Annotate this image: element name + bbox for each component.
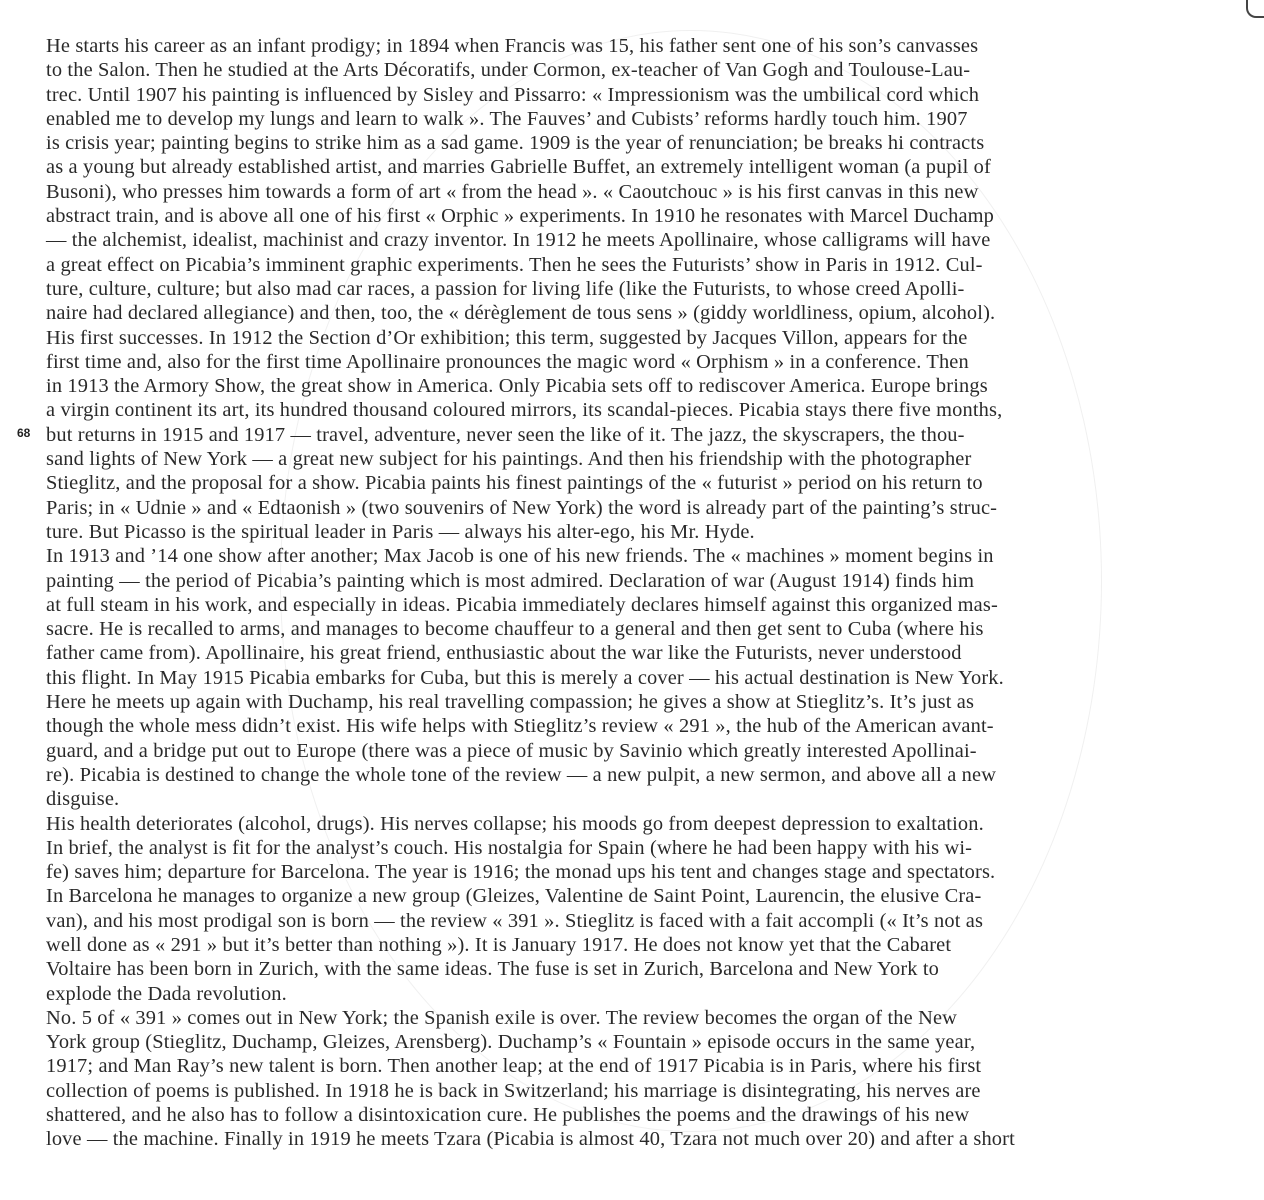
text-line: a great effect on Picabia’s imminent graphic experiments. Then he sees the Futurists’ show in Paris in 1912. Cul- <box>46 253 983 276</box>
paragraph <box>46 1006 1223 1152</box>
text-line: sand lights of New York — a great new subject for his paintings. And then his friendship with the photographer <box>46 448 972 471</box>
text-line: He starts his career as an infant prodigy; in 1894 when Francis was 15, his father sent one of his son’s canvasses <box>46 35 979 57</box>
text-line: His first successes. In 1912 the Section d’Or exhibition; this term, suggested by Jacques Villon, appears for the <box>46 326 968 349</box>
text-line: explode the Dada revolution. <box>46 982 287 1005</box>
body-text <box>46 34 1223 1152</box>
text-line: but returns in 1915 and 1917 — travel, adventure, never seen the like of it. The jazz, the skyscrapers, the thou- <box>46 423 965 446</box>
text-line: though the whole mess didn’t exist. His wife helps with Stieglitz’s review « 291 », the hub of the American avant- <box>46 715 994 738</box>
text-line: ture, culture, culture; but also mad car races, a passion for living life (like the Futurists, to whose creed Apolli- <box>46 277 965 300</box>
text-line: painting — the period of Picabia’s painting which is most admired. Declaration of war (August 1914) finds him <box>46 569 975 592</box>
text-line: is crisis year; painting begins to strike him as a sad game. 1909 is the year of renunciation; be breaks hi contracts <box>46 132 985 155</box>
text-line: Stieglitz, and the proposal for a show. Picabia paints his finest paintings of the « futurist » period on his return to <box>46 472 983 495</box>
text-line: disguise. <box>46 788 120 811</box>
text-line: trec. Until 1907 his painting is influenced by Sisley and Pissarro: « Impressionism was the umbilical cord which <box>46 83 980 106</box>
text-line: abstract train, and is above all one of his first « Orphic » experiments. In 1910 he resonates with Marcel Duchamp <box>46 205 994 228</box>
text-line: fe) saves him; departure for Barcelona. The year is 1916; the monad ups his tent and changes stage and spectators. <box>46 861 996 884</box>
text-line: Paris; in « Udnie » and « Edtaonish » (two souvenirs of New York) the word is already part of the painting’s struc- <box>46 496 998 519</box>
text-line: first time and, also for the first time Apollinaire pronounces the magic word « Orphism » in a conference. Then <box>46 350 969 373</box>
text-line: well done as « 291 » but it’s better than nothing »). It is January 1917. He does not know yet that the Cabaret <box>46 933 952 956</box>
text-line: at full steam in his work, and especially in ideas. Picabia immediately declares himself against this organized mas- <box>46 593 998 616</box>
text-line: In brief, the analyst is fit for the analyst’s couch. His nostalgia for Spain (where he had been happy with his wi- <box>46 836 973 859</box>
text-line: love — the machine. Finally in 1919 he meets Tzara (Picabia is almost 40, Tzara not much over 20) and after a short <box>46 1128 1015 1151</box>
corner-mark <box>1246 0 1264 18</box>
text-line: Here he meets up again with Duchamp, his real travelling compassion; he gives a show at Stieglitz’s. It’s just as <box>46 691 975 714</box>
text-line: ture. But Picasso is the spiritual leader in Paris — always his alter-ego, his Mr. Hyde. <box>46 520 755 543</box>
text-line: Busoni), who presses him towards a form of art « from the head ». « Caoutchouc » is his first canvas in this new <box>46 180 979 203</box>
text-line: in 1913 the Armory Show, the great show in America. Only Picabia sets off to rediscover America. Europe brings <box>46 375 988 398</box>
page-number: 68 <box>17 426 31 440</box>
text-line: York group (Stieglitz, Duchamp, Gleizes, Arensberg). Duchamp’s « Fountain » episode occurs in the same year, <box>46 1031 976 1054</box>
text-line: a virgin continent its art, its hundred thousand coloured mirrors, its scandal-pieces. Picabia stays there five months, <box>46 399 1003 422</box>
text-line: shattered, and he also has to follow a disintoxication cure. He publishes the poems and the drawings of his new <box>46 1104 970 1127</box>
text-line: father came from). Apollinaire, his great friend, enthusiastic about the war like the Futurists, never understood <box>46 642 962 665</box>
text-line: His health deteriorates (alcohol, drugs). His nerves collapse; his moods go from deepest depression to exaltation. <box>46 812 984 835</box>
text-line: In 1913 and ’14 one show after another; Max Jacob is one of his new friends. The « machines » moment begins in <box>46 545 994 568</box>
text-line: collection of poems is published. In 1918 he is back in Switzerland; his marriage is disintegrating, his nerves are <box>46 1079 981 1102</box>
text-line: No. 5 of « 391 » comes out in New York; the Spanish exile is over. The review becomes the organ of the New <box>46 1006 958 1029</box>
paragraph <box>46 812 1223 1006</box>
text-line: re). Picabia is destined to change the whole tone of the review — a new pulpit, a new sermon, and above all a new <box>46 763 997 786</box>
text-line: sacre. He is recalled to arms, and manages to become chauffeur to a general and then get sent to Cuba (where his <box>46 618 984 641</box>
text-line: to the Salon. Then he studied at the Arts Décoratifs, under Cormon, ex-teacher of Van Gogh and Toulouse-Lau- <box>46 59 971 82</box>
text-line: enabled me to develop my lungs and learn to walk ». The Fauves’ and Cubists’ reforms hardly touch him. 1907 <box>46 107 968 130</box>
text-line: In Barcelona he manages to organize a new group (Gleizes, Valentine de Saint Point, Laurencin, the elusive Cra- <box>46 885 982 908</box>
paragraph <box>46 34 1223 544</box>
text-line: naire had declared allegiance) and then, too, the « dérèglement de tous sens » (giddy worldliness, opium, alcohol). <box>46 302 996 325</box>
text-line: van), and his most prodigal son is born — the review « 391 ». Stieglitz is faced with a fait accompli (« It’s not as <box>46 909 984 932</box>
text-line: guard, and a bridge put out to Europe (there was a piece of music by Savinio which greatly interested Apollinai- <box>46 739 977 762</box>
text-line: as a young but already established artist, and marries Gabrielle Buffet, an extremely intelligent woman (a pupil of <box>46 156 991 179</box>
text-line: — the alchemist, idealist, machinist and crazy inventor. In 1912 he meets Apollinaire, whose calligrams will have <box>46 229 991 252</box>
text-line: Voltaire has been born in Zurich, with the same ideas. The fuse is set in Zurich, Barcelona and New York to <box>46 958 940 981</box>
paragraph <box>46 544 1223 811</box>
text-line: 1917; and Man Ray’s new talent is born. Then another leap; at the end of 1917 Picabia is in Paris, where his first <box>46 1055 982 1078</box>
text-line: this flight. In May 1915 Picabia embarks for Cuba, but this is merely a cover — his actual destination is New York. <box>46 666 1004 689</box>
